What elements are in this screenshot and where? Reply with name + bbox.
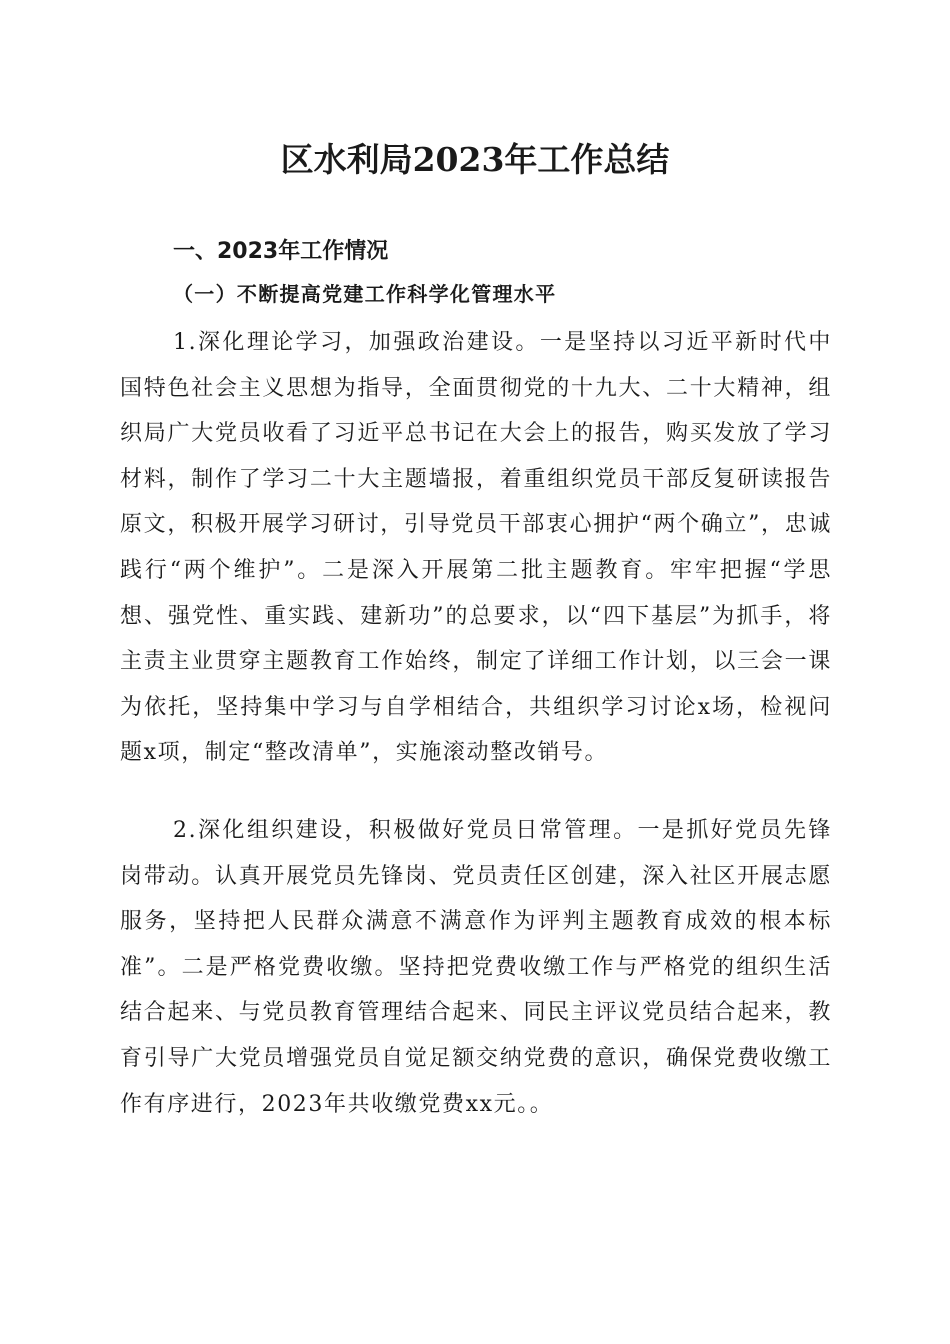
document-title: 区水利局2023年工作总结 [280,140,670,179]
paragraph-theory-study: 1.深化理论学习，加强政治建设。一是坚持以习近平新时代中国特色社会主义思想为指导，全面贯彻党的十九大、二十大精神，组织局广大党员收看了习近平总书记在大会上的报告，购买发放了学习材料，制作了学习二十大主题墙报，着重组织党员干部反复研读报告原文，积极开展学习研讨，引导党员干部衷心拥护“两个确立”，忠诚践行“两个维护”。二是深入开展第二批主题教育。牢牢把握“学思想、强党性、重实践、建新功”的总要求，以“四下基层”为抓手，将主责主业贯穿主题教育工作始终，制定了详细工作计划，以三会一课为依托，坚持集中学习与自学相结合，共组织学习讨论x场，检视问题x项，制定“整改清单”，实施滚动整改销号。 [120,330,832,766]
subsection-heading: （一）不断提高党建工作科学化管理水平 [173,282,557,306]
paragraph-organization-building: 2.深化组织建设，积极做好党员日常管理。一是抓好党员先锋岗带动。认真开展党员先锋岗、党员责任区创建，深入社区开展志愿服务，坚持把人民群众满意不满意作为评判主题教育成效的根本标准”。二是严格党费收缴。坚持把党费收缴工作与严格党的组织生活结合起来、与党员教育管理结合起来、同民主评议党员结合起来，教育引导广大党员增强党员自觉足额交纳党费的意识，确保党费收缴工作有序进行，2023年共收缴党费xx元。。 [120,818,832,1117]
section-heading: 一、2023年工作情况 [173,239,389,264]
